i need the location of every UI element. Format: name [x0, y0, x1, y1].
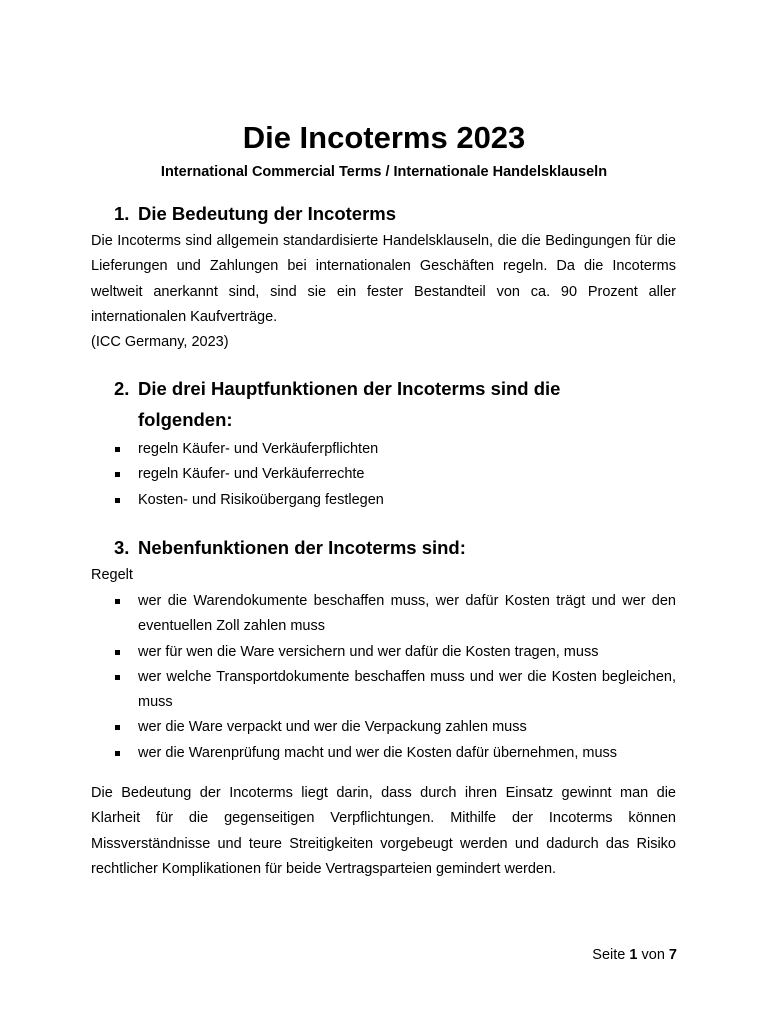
bullet-icon [115, 498, 120, 503]
list-item-text: wer die Warenprüfung macht und wer die Kosten dafür übernehmen, muss [138, 744, 618, 761]
list-item-text: wer die Ware verpackt und wer die Verpackung zahlen muss [138, 719, 527, 736]
bullet-icon [115, 599, 120, 604]
list-item [0, 715, 676, 740]
document-subtitle: International Commercial Terms / Internationale Handelsklauseln [160, 164, 608, 180]
bullet-icon [115, 751, 120, 756]
list-item-text: Kosten- und Risikoübergang festlegen [138, 491, 384, 508]
list-item [0, 741, 676, 766]
footer-total-pages: 7 [668, 947, 677, 963]
section-2-heading-text: Die drei Hauptfunktionen der Incoterms sind die folgenden: [138, 378, 561, 430]
list-item-text: wer für wen die Ware versichern und wer dafür die Kosten tragen, muss [138, 643, 599, 660]
footer-prefix: Seite [592, 947, 626, 963]
section-3-intro: Regelt [91, 567, 133, 583]
list-item [0, 640, 676, 665]
list-item [0, 462, 676, 487]
bullet-icon [115, 675, 120, 680]
list-item-text: wer die Warendokumente beschaffen muss, wer dafür Kosten trägt und wer den eventuellen Zoll zahlen muss [138, 593, 676, 635]
list-item [0, 488, 676, 513]
list-item [0, 437, 676, 462]
conclusion-paragraph: Die Bedeutung der Incoterms liegt darin, dass durch ihren Einsatz gewinnt man die Klarheit für die gegenseitigen Verpflichtungen. Mithilfe der Incoterms können Missverständnisse und teure Streitigkeiten vorgebeugt werden und dadurch das Risiko rechtlicher Komplikationen für beide Vertragsparteien gemindert werden. [91, 785, 676, 877]
bullet-icon [115, 650, 120, 655]
bullet-icon [115, 472, 120, 477]
section-1-number: 1. [114, 203, 130, 224]
list-item [0, 665, 676, 716]
list-item [0, 589, 676, 640]
section-3-list [0, 589, 768, 766]
section-2-number: 2. [114, 378, 130, 399]
footer-current-page: 1 [629, 947, 638, 963]
section-3-heading [114, 532, 634, 563]
list-item-text: wer welche Transportdokumente beschaffen muss und wer die Kosten begleichen, muss [138, 668, 676, 711]
list-item-text: regeln Käufer- und Verkäuferrechte [138, 466, 365, 483]
section-1-paragraph: Die Incoterms sind allgemein standardisierte Handelsklauseln, die die Bedingungen für die Lieferungen und Zahlungen bei internationalen Geschäften regeln. Da die Incoterms weltweit anerkannt sind, sind sie ein fester Bestandteil von ca. 90 Prozent aller internationalen Kaufverträge. [91, 233, 676, 325]
bullet-icon [115, 447, 120, 452]
page-number-footer [592, 945, 677, 965]
bullet-icon [115, 725, 120, 730]
document-title: Die Incoterms 2023 [242, 120, 526, 155]
section-3-number: 3. [114, 537, 130, 558]
section-3-heading-text: Nebenfunktionen der Incoterms sind: [138, 537, 466, 558]
list-item-text: regeln Käufer- und Verkäuferpflichten [138, 441, 379, 457]
section-1-source: (ICC Germany, 2023) [91, 334, 229, 350]
section-1-heading-text: Die Bedeutung der Incoterms [138, 203, 397, 224]
footer-middle: von [641, 947, 665, 963]
section-1-heading [114, 198, 634, 229]
section-2-heading [114, 373, 594, 435]
section-2-list [0, 437, 768, 513]
